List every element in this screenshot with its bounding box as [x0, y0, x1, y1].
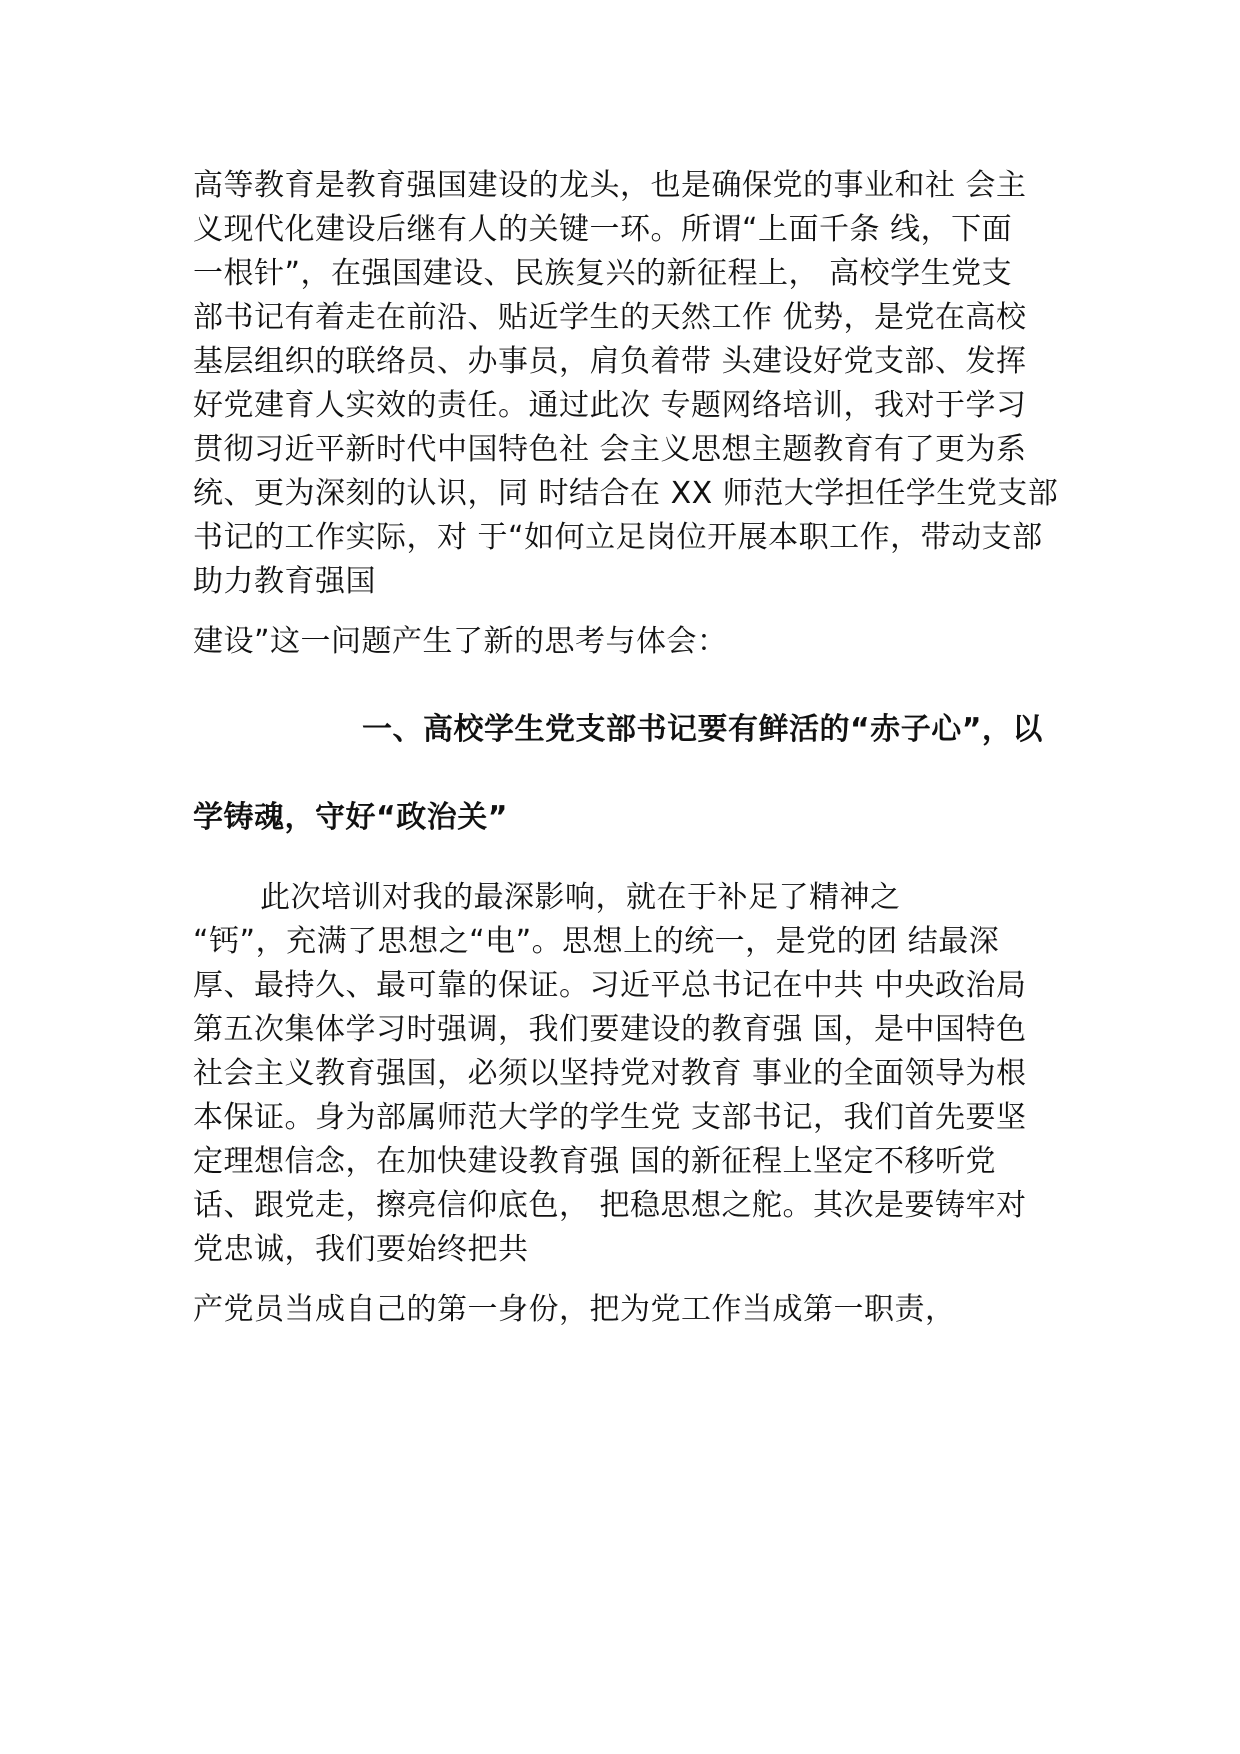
paragraph-3-line-5: 社会主义教育强国，必须以坚持党对教育 事业的全面领导为根: [193, 1056, 1027, 1091]
paragraph-2: 建设”这一问题产生了新的思考与体会：: [193, 624, 728, 659]
paragraph-1-line-10: 助力教育强国: [193, 564, 376, 599]
paragraph-1-line-7: 贯彻习近平新时代中国特色社 会主义思想主题教育有了更为系: [193, 432, 1027, 467]
paragraph-1-line-4: 部书记有着走在前沿、贴近学生的天然工作 优势，是党在高校: [193, 300, 1027, 335]
paragraph-3-line-9: 党忠诚，我们要始终把共: [193, 1232, 529, 1267]
paragraph-4: 产党员当成自己的第一身份，把为党工作当成第一职责，: [193, 1292, 956, 1327]
paragraph-3-line-2: “钙”，充满了思想之“电”。思想上的统一，是党的团 结最深: [193, 924, 1000, 959]
section-heading-line-1: 一、高校学生党支部书记要有鲜活的“赤子心”，以: [362, 712, 1043, 747]
paragraph-1-line-8: 统、更为深刻的认识，同 时结合在 XX 师范大学担任学生党支部: [193, 476, 1059, 511]
paragraph-3-line-7: 定理想信念，在加快建设教育强 国的新征程上坚定不移听党: [193, 1144, 997, 1179]
paragraph-3-line-1: 此次培训对我的最深影响，就在于补足了精神之: [260, 880, 901, 915]
section-heading-line-2: 学铸魂，守好“政治关”: [193, 800, 508, 835]
paragraph-3-line-4: 第五次集体学习时强调，我们要建设的教育强 国，是中国特色: [193, 1012, 1027, 1047]
paragraph-3-line-3: 厚、最持久、最可靠的保证。习近平总书记在中共 中央政治局: [193, 968, 1027, 1003]
paragraph-3-line-8: 话、跟党走，擦亮信仰底色， 把稳思想之舵。其次是要铸牢对: [193, 1188, 1027, 1223]
paragraph-3-line-6: 本保证。身为部属师范大学的学生党 支部书记，我们首先要坚: [193, 1100, 1027, 1135]
paragraph-1-line-5: 基层组织的联络员、办事员，肩负着带 头建设好党支部、发挥: [193, 344, 1027, 379]
paragraph-1-line-6: 好党建育人实效的责任。通过此次 专题网络培训，我对于学习: [193, 388, 1027, 423]
paragraph-1-line-1: 高等教育是教育强国建设的龙头，也是确保党的事业和社 会主: [193, 168, 1027, 203]
paragraph-1-line-9: 书记的工作实际，对 于“如何立足岗位开展本职工作，带动支部: [193, 520, 1043, 555]
paragraph-1-line-2: 义现代化建设后继有人的关键一环。所谓“上面千条 线，下面: [193, 212, 1013, 247]
paragraph-1-line-3: 一根针”，在强国建设、民族复兴的新征程上， 高校学生党支: [193, 256, 1013, 291]
